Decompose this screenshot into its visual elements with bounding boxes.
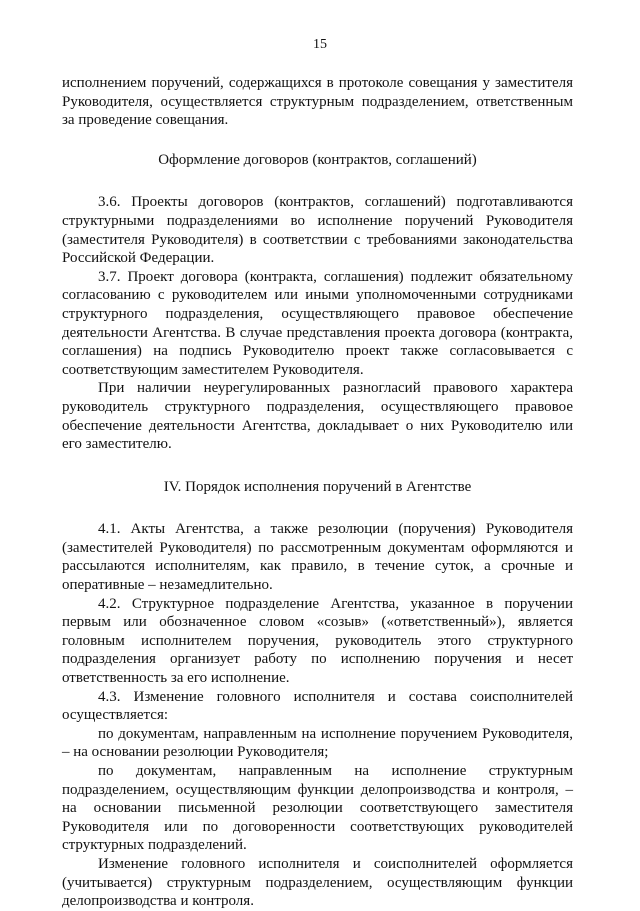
paragraph-3-6: 3.6. Проекты договоров (контрактов, соглашений) подготавливаются структурными подразделениями во исполнение поручений Руководителя (заместителя Руководителя) в соответствии с требованиями законодательства Российской Федерации. bbox=[62, 194, 573, 267]
paragraph-4-3-item-b: по документам, направленным на исполнение структурным подразделением, осуществляющим функции делопроизводства и контроля, – на основании письменной резолюции соответствующего заместителя Руководителя или по договоренности соответствующих руководителей структурных подразделений. bbox=[62, 763, 573, 854]
section-heading-contracts: Оформление договоров (контрактов, соглашений) bbox=[158, 151, 477, 168]
paragraph-disagreement: При наличии неурегулированных разногласий правового характера руководитель структурного подразделения, осуществляющего правовое обеспечение деятельности Агентства, докладывает о них Руководителю или его заместителю. bbox=[62, 380, 573, 453]
paragraph-4-3: 4.3. Изменение головного исполнителя и состава соисполнителей осуществляется: bbox=[62, 688, 573, 724]
document-body bbox=[62, 74, 573, 911]
paragraph-continuation: исполнением поручений, содержащихся в протоколе совещания у заместителя Руководителя, осуществляется структурным подразделением, ответственным за проведение совещания. bbox=[62, 75, 573, 129]
page-number: 15 bbox=[313, 37, 327, 52]
paragraph-4-3-change-registration: Изменение головного исполнителя и соисполнителей оформляется (учитывается) структурным подразделением, осуществляющим функции делопроизводства и контроля. bbox=[62, 855, 573, 910]
paragraph-4-2: 4.2. Структурное подразделение Агентства, указанное в поручении первым или обозначенное словом «созыв» («ответственный»), является головным исполнителем поручения, руководитель этого структурного подразделения организует работу по исполнению поручения и несет ответственность за его исполнение. bbox=[62, 595, 573, 687]
paragraph-4-3-item-a: по документам, направленным на исполнение поручением Руководителя, – на основании резолюции Руководителя; bbox=[62, 725, 573, 761]
section-heading-iv: IV. Порядок исполнения поручений в Агентстве bbox=[163, 478, 472, 495]
paragraph-3-7: 3.7. Проект договора (контракта, соглашения) подлежит обязательному согласованию с руководителем или иными уполномоченными сотрудниками структурного подразделения, осуществляющего правовое обеспечение деятельности Агентства. В случае представления проекта договора (контракта, соглашения) на подпись Руководителю проект также согласовывается с соответствующим заместителем Руководителя. bbox=[62, 268, 573, 378]
paragraph-4-1: 4.1. Акты Агентства, а также резолюции (поручения) Руководителя (заместителей Руководителя) по рассмотренным документам оформляются и рассылаются исполнителям, как правило, в течение суток, а срочные и оперативные – незамедлительно. bbox=[62, 521, 573, 594]
